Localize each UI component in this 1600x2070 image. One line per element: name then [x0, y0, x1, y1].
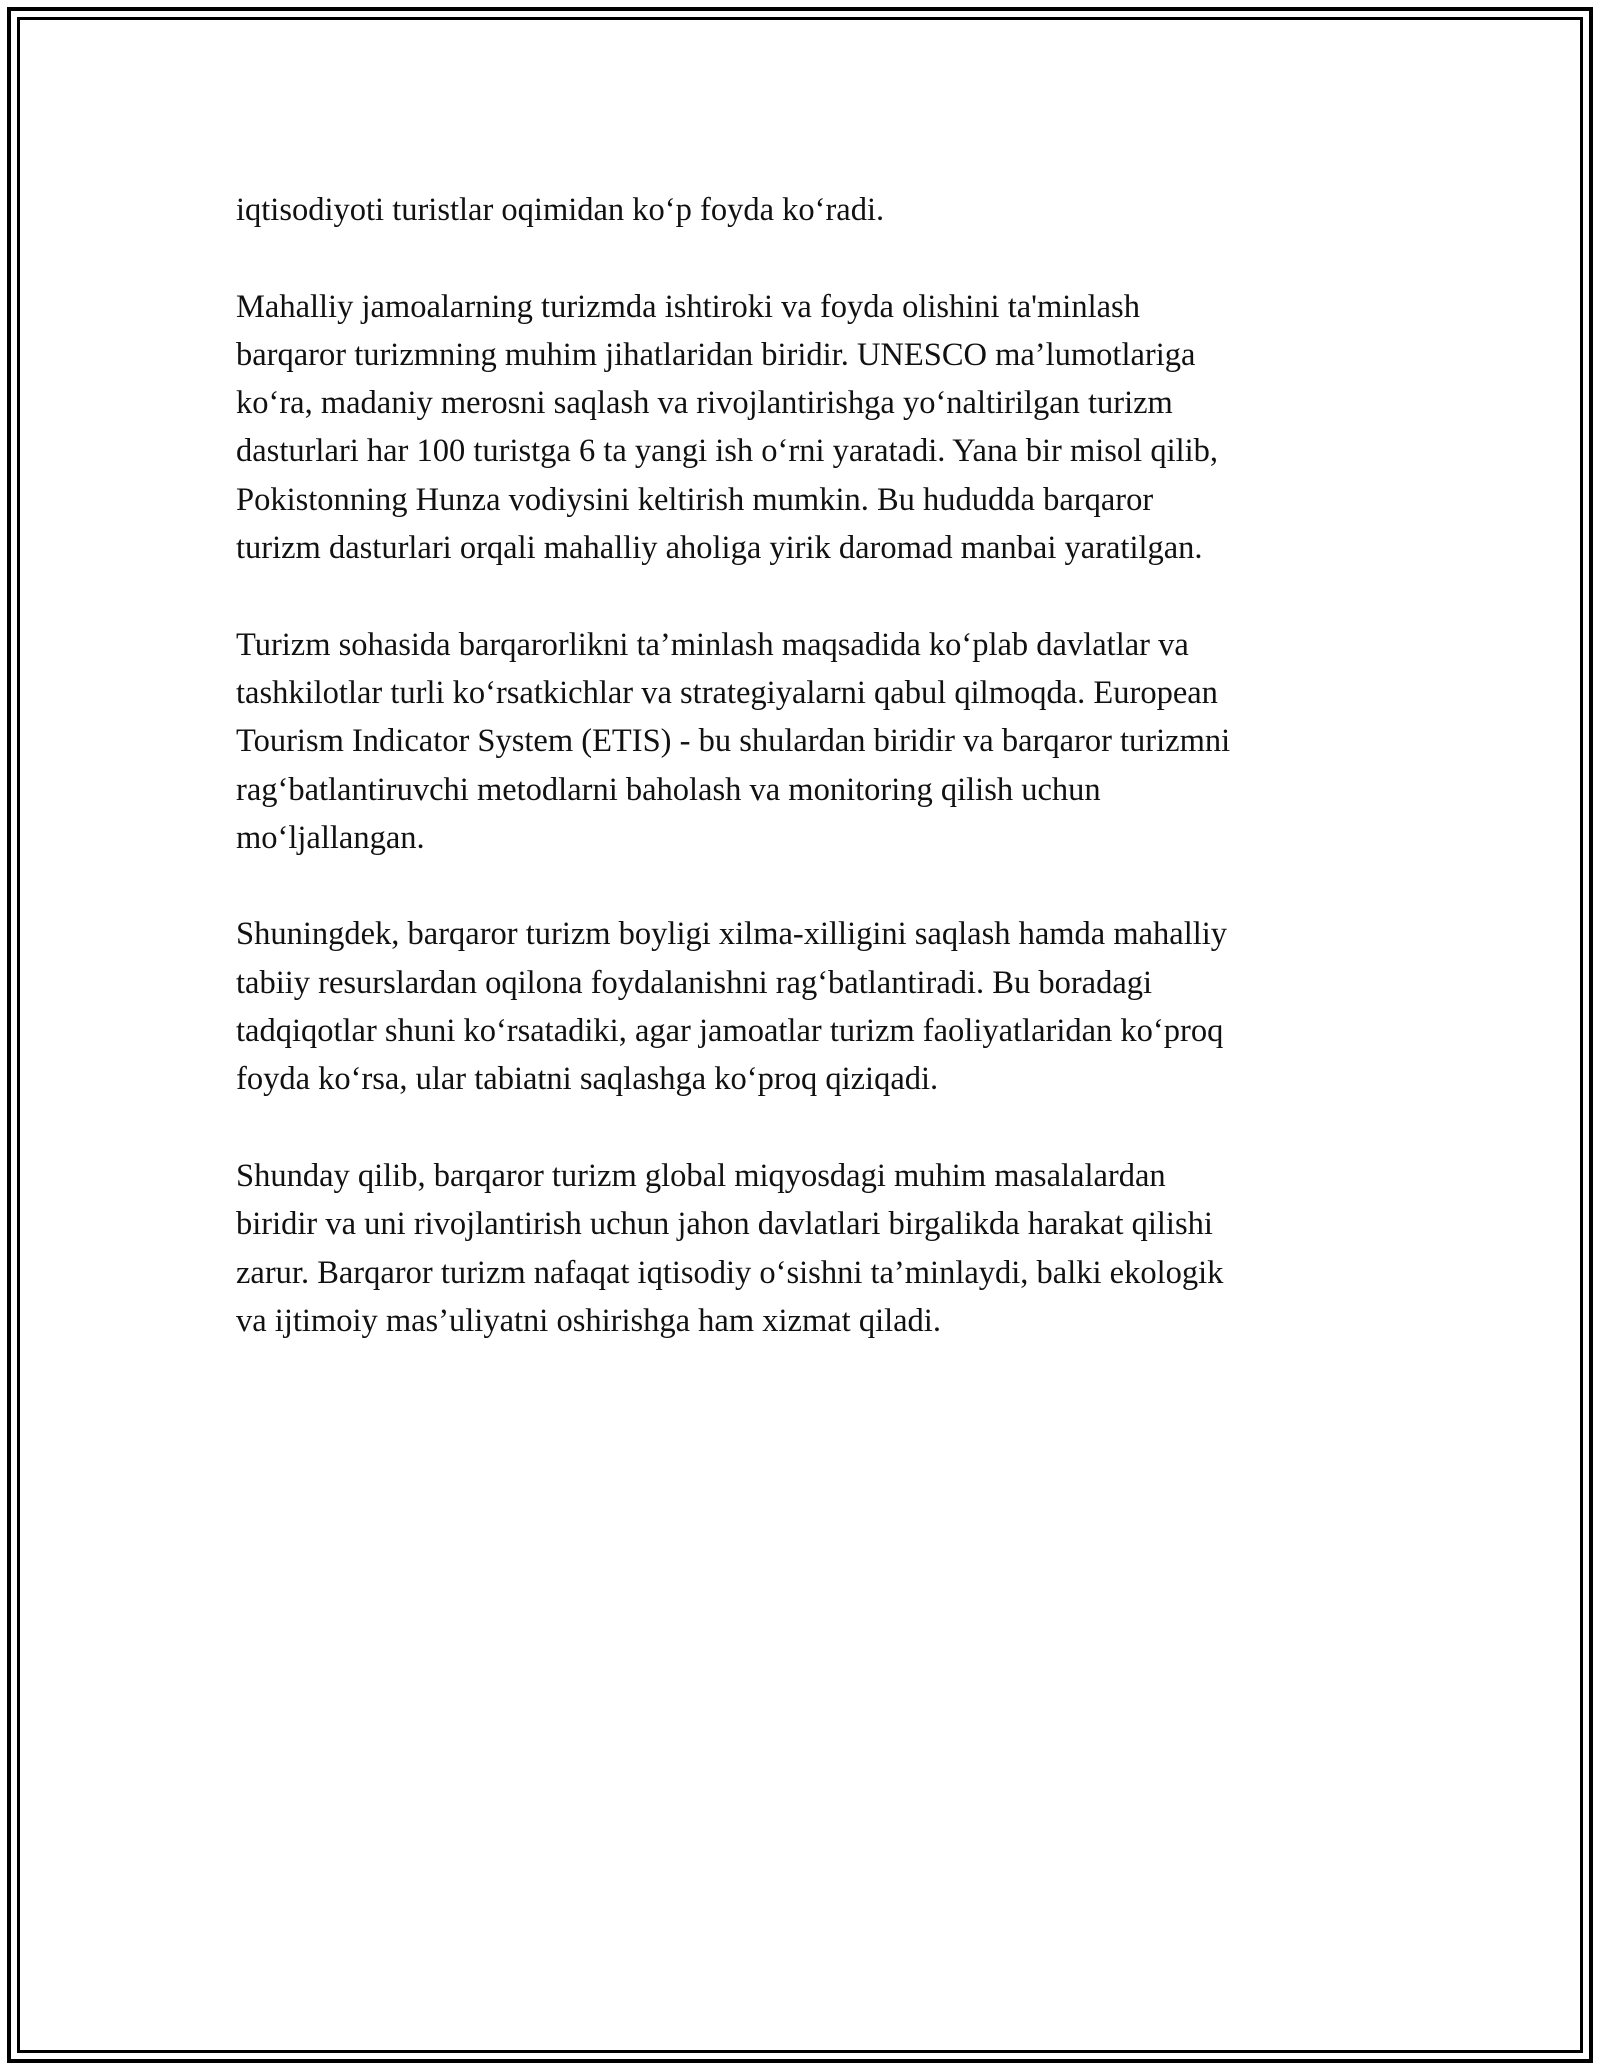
text-line: Turizm sohasida barqarorlikni ta’minlash maqsadida ko‘plab davlatlar va — [236, 626, 1189, 663]
paragraph-gap — [236, 234, 1376, 282]
document-body — [236, 186, 1376, 1345]
text-line: iqtisodiyoti turistlar oqimidan ko‘p foyda ko‘radi. — [236, 192, 885, 228]
text-line: rag‘batlantiruvchi metodlarni baholash va monitoring qilish uchun — [236, 771, 1101, 808]
text-line: Tourism Indicator System (ETIS) - bu shulardan biridir va barqaror turizmni — [236, 723, 1231, 760]
paragraph — [236, 621, 1376, 862]
paragraph-gap — [236, 1104, 1376, 1152]
text-line: turizm dasturlari orqali mahalliy aholiga yirik daromad manbai yaratilgan. — [236, 530, 1203, 567]
text-line: mo‘ljallangan. — [236, 819, 425, 856]
text-line: biridir va uni rivojlantirish uchun jahon davlatlari birgalikda harakat qilishi — [236, 1206, 1213, 1243]
paragraph — [236, 186, 1376, 234]
text-line: barqaror turizmning muhim jihatlaridan biridir. UNESCO ma’lumotlariga — [236, 336, 1196, 373]
text-line: Shunday qilib, barqaror turizm global miqyosdagi muhim masalalardan — [236, 1157, 1166, 1194]
text-line: Mahalliy jamoalarning turizmda ishtiroki va foyda olishini ta'minlash — [236, 288, 1140, 325]
paragraph — [236, 1152, 1376, 1345]
paragraph-gap — [236, 862, 1376, 910]
text-line: ko‘ra, madaniy merosni saqlash va rivojlantirishga yo‘naltirilgan turizm — [236, 385, 1173, 422]
text-line: zarur. Barqaror turizm nafaqat iqtisodiy o‘sishni ta’minlaydi, balki ekologik — [236, 1254, 1224, 1291]
paragraph — [236, 910, 1376, 1103]
text-line: Shuningdek, barqaror turizm boyligi xilma-xilligini saqlash hamda mahalliy — [236, 916, 1228, 953]
text-line: Pokistonning Hunza vodiysini keltirish mumkin. Bu hududda barqaror — [236, 481, 1154, 518]
text-line: dasturlari har 100 turistga 6 ta yangi ish o‘rni yaratadi. Yana bir misol qilib, — [236, 433, 1219, 470]
text-line: foyda ko‘rsa, ular tabiatni saqlashga ko‘proq qiziqadi. — [236, 1061, 939, 1098]
text-line: tashkilotlar turli ko‘rsatkichlar va strategiyalarni qabul qilmoqda. European — [236, 674, 1218, 711]
text-line: tadqiqotlar shuni ko‘rsatadiki, agar jamoatlar turizm faoliyatlaridan ko‘proq — [236, 1013, 1224, 1050]
paragraph-gap — [236, 572, 1376, 620]
text-line: va ijtimoiy mas’uliyatni oshirishga ham xizmat qiladi. — [236, 1302, 941, 1339]
paragraph — [236, 283, 1376, 573]
text-line: tabiiy resurslardan oqilona foydalanishni rag‘batlantiradi. Bu boradagi — [236, 964, 1153, 1001]
